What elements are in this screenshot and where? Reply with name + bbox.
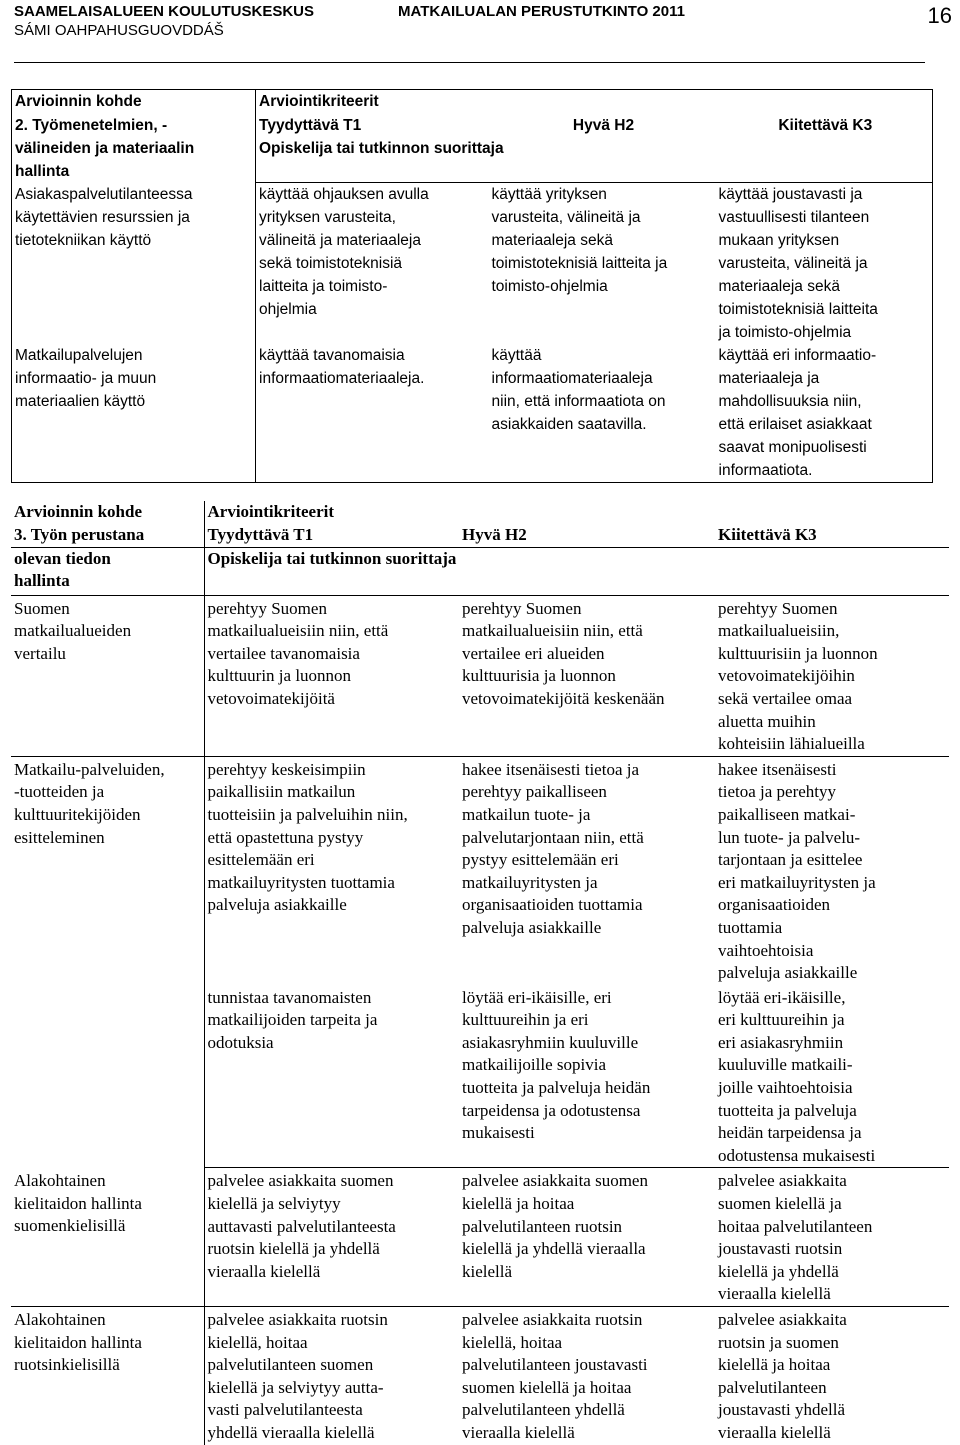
row-target: Suomen matkailualueiden vertailu <box>11 595 204 756</box>
criteria-k3: käyttää joustavasti ja vastuullisesti tilanteen mukaan yrityksen varusteita, välineitä ja materiaaleja sekä toimistoteknisiä laitteita ja toimisto-ohjelmia <box>718 186 878 341</box>
criteria-t1: tunnistaa tavanomaisten matkailijoiden tarpeita ja odotuksia <box>204 985 459 1168</box>
assessment-target-title: olevan tiedon hallinta <box>11 547 204 595</box>
criteria-t1: palvelee asiakkaita suomen kielellä ja selviytyy auttavasti palvelutilanteesta ruotsin kielellä ja yhdellä vieraalla kielellä <box>204 1168 459 1307</box>
table-row <box>11 595 949 756</box>
table-header-row <box>12 90 933 114</box>
criteria-k3: hakee itsenäisesti tietoa ja perehtyy paikalliseen matkai- lun tuote- ja palvelu- tarjontaan ja esittelee eri matkailuyritysten ja organisaatioiden tuottamia vaihtoehtoisia palveluja asiakkaille <box>718 759 876 983</box>
criteria-h2: käyttää yrityksen varusteita, välineitä ja materiaaleja sekä toimistoteknisiä laitteita ja toimisto-ohjelmia <box>491 186 668 295</box>
row-target: Matkailu-palveluiden, -tuotteiden ja kulttuuritekijöiden esitteleminen <box>11 756 204 1168</box>
subject-row <box>11 547 949 595</box>
level-k3: Kiitettävä K3 <box>778 116 873 134</box>
criteria-h2: palvelee asiakkaita suomen kielellä ja hoitaa palvelutilanteen ruotsin kielellä ja yhdellä vieraalla kielellä <box>459 1168 715 1307</box>
table-row <box>11 756 949 984</box>
assessment-target-title-line1: 3. Työn perustana <box>11 524 204 547</box>
table-row <box>12 344 933 483</box>
criteria-h2: perehtyy Suomen matkailualueisiin niin, että vertailee eri alueiden kulttuurisia ja luonnon vetovoimatekijöitä keskenään <box>459 595 715 756</box>
table-row <box>11 1168 949 1307</box>
criteria-h2: hakee itsenäisesti tietoa ja perehtyy paikalliseen matkailun tuote- ja palvelutarjontaan niin, että pystyy esittelemään eri matkailuyritysten ja organisaatioiden tuottamia palveluja asiakkaille <box>462 759 644 937</box>
qualification-title: MATKAILUALAN PERUSTUTKINTO 2011 <box>398 3 685 20</box>
header-divider <box>14 62 925 63</box>
criteria-h2: käyttää informaatiomateriaaleja niin, että informaatiota on asiakkaiden saatavilla. <box>491 347 666 433</box>
criteria-t1: käyttää tavanomaisia informaatiomateriaaleja. <box>259 347 425 387</box>
table-row <box>12 183 933 345</box>
subject-label: Opiskelija tai tutkinnon suorittaja <box>259 139 504 157</box>
criteria-t1: perehtyy keskeisimpiin paikallisiin matkailun tuotteisiin ja palveluihin niin, että opastettuna pystyy esittelemään eri matkailuyritysten tuottamia palveluja asiakkaille <box>207 759 408 915</box>
criteria-t1: palvelee asiakkaita ruotsin kielellä, hoitaa palvelutilanteen suomen kielellä ja selviytyy autta- vasti palvelutilanteesta yhdellä vieraalla kielellä <box>207 1310 388 1442</box>
assessment-table-section-3 <box>11 501 949 1445</box>
assessment-table-section-2 <box>11 89 933 483</box>
organization-name-sami: SÁMI OAHPAHUSGUOVDDÁŠ <box>14 22 224 39</box>
level-k3: Kiitettävä K3 <box>715 524 949 547</box>
header-organization <box>14 2 314 40</box>
level-h2: Hyvä H2 <box>459 524 715 547</box>
criteria-k3: löytää eri-ikäisille, eri kulttuureihin ja eri asiakasryhmiin kuuluville matkaili- joille vaihtoehtoisia tuotteita ja palveluja heidän tarpeidensa ja odotustensa mukaisesti <box>715 985 949 1168</box>
row-target: Alakohtainen kielitaidon hallinta suomenkielisillä <box>11 1168 204 1307</box>
spacer-cell <box>256 160 933 183</box>
criteria-k3: käyttää eri informaatio- materiaaleja ja mahdollisuuksia niin, että erilaiset asiakkaat saavat monipuolisesti informaatiota. <box>718 347 877 479</box>
organization-name: SAAMELAISALUEEN KOULUTUSKESKUS <box>14 3 315 20</box>
levels-row <box>12 114 933 137</box>
page-number: 16 <box>927 3 952 28</box>
criteria-k3: palvelee asiakkaita suomen kielellä ja hoitaa palvelutilanteen joustavasti ruotsin kielellä ja yhdellä vieraalla kielellä <box>715 1168 949 1307</box>
criteria-h2: löytää eri-ikäisille, eri kulttuureihin ja eri asiakasryhmiin kuuluville matkailijoille sopivia tuotteita ja palveluja heidän tarpeidensa ja odotustensa mukaisesti <box>459 985 715 1168</box>
criteria-t1: käyttää ohjauksen avulla yrityksen varusteita, välineitä ja materiaaleja sekä toimistoteknisiä laitteita ja toimisto- ohjelmia <box>259 186 429 318</box>
criteria-t1: perehtyy Suomen matkailualueisiin niin, että vertailee tavanomaisia kulttuurin ja luonnon vetovoimatekijöitä <box>204 595 459 756</box>
assessment-target-label: Arvioinnin kohde <box>12 90 256 114</box>
level-t1: Tyydyttävä T1 <box>259 116 362 134</box>
criteria-h2: palvelee asiakkaita ruotsin kielellä, hoitaa palvelutilanteen joustavasti suomen kielellä ja hoitaa palvelutilanteen yhdellä vieraalla kielellä <box>462 1310 648 1442</box>
table-header-row <box>11 501 949 524</box>
criteria-label: Arviointikriteerit <box>259 93 379 110</box>
table-row <box>11 1307 949 1445</box>
row-target: Asiakaspalvelutilanteessa käytettävien resurssien ja tietotekniikan käyttö <box>12 183 256 345</box>
row-target: Alakohtainen kielitaidon hallinta ruotsinkielisillä <box>11 1307 204 1445</box>
subject-label: Opiskelija tai tutkinnon suorittaja <box>204 547 949 595</box>
criteria-k3: perehtyy Suomen matkailualueisiin, kulttuurisiin ja luonnon vetovoimatekijöihin sekä vertailee omaa aluetta muihin kohteisiin lähialueilla <box>715 595 949 756</box>
assessment-target-title: 2. Työmenetelmien, - välineiden ja materiaalin hallinta <box>12 114 256 183</box>
criteria-k3: palvelee asiakkaita ruotsin ja suomen kielellä ja hoitaa palvelutilanteen joustavasti yhdellä vieraalla kielellä <box>718 1310 847 1442</box>
criteria-label: Arviointikriteerit <box>207 502 335 521</box>
level-t1: Tyydyttävä T1 <box>204 524 459 547</box>
assessment-target-label: Arvioinnin kohde <box>11 501 204 524</box>
levels-row <box>11 524 949 547</box>
level-h2: Hyvä H2 <box>572 116 635 134</box>
row-target: Matkailupalvelujen informaatio- ja muun materiaalien käyttö <box>12 344 256 483</box>
